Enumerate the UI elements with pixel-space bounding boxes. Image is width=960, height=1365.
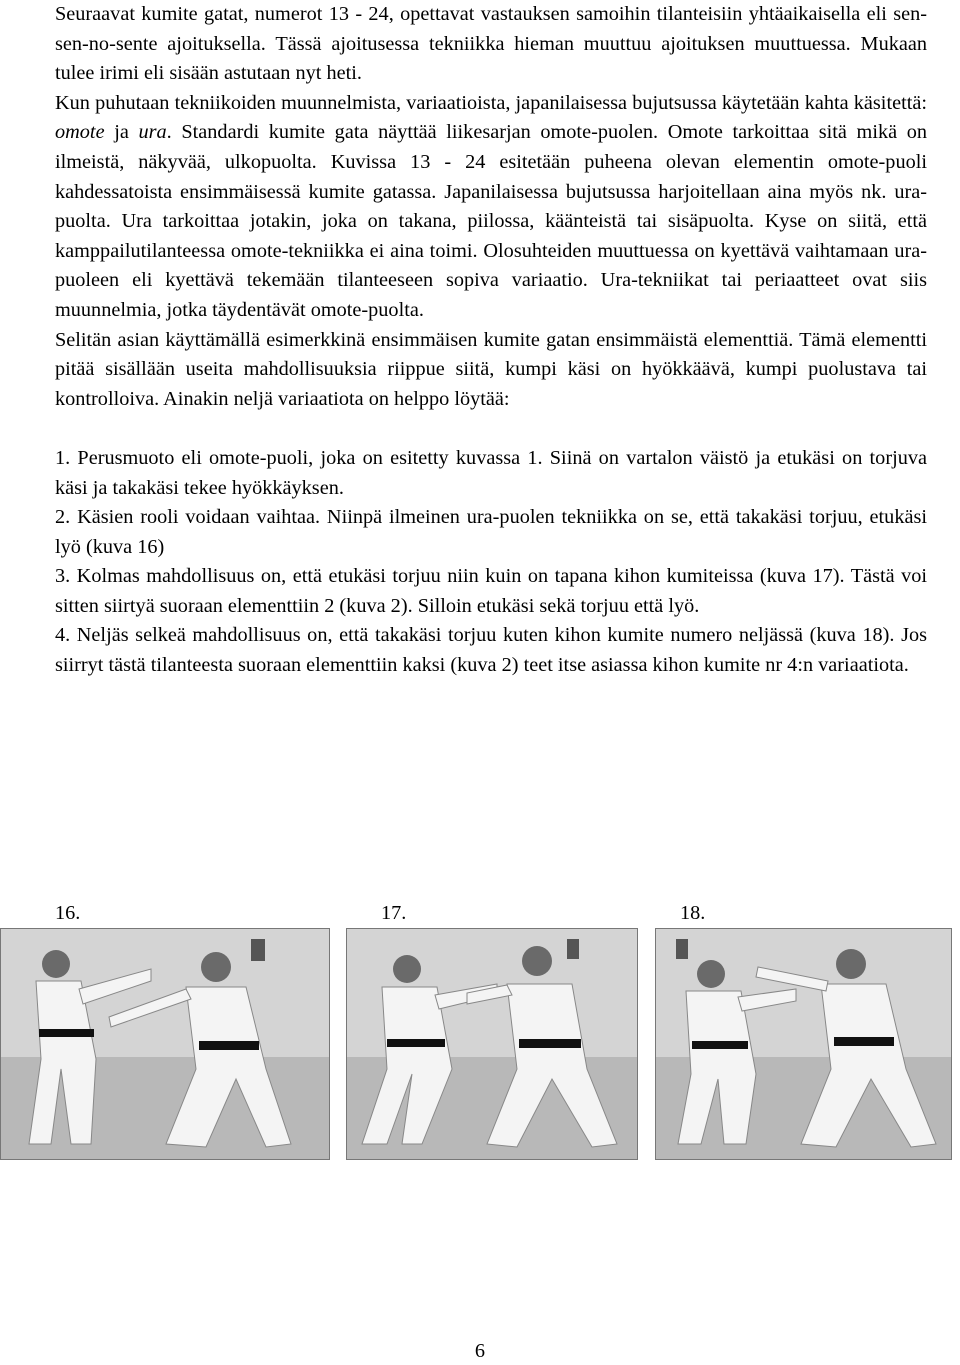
paragraph-intro: Seuraavat kumite gatat, numerot 13 - 24, opettavat vastauksen samoihin tilanteisiin yhtäaikaisella eli sen-sen-no-sente ajoituksella. Tässä ajoitusessa tekniikka hieman muuttuu ajoituksen muuttuessa. Mukaan tulee irimi eli sisään astutaan nyt heti. bbox=[55, 3, 927, 85]
caption-16: 16. bbox=[55, 902, 81, 924]
list-item: 3. Kolmas mahdollisuus on, että etukäsi torjuu niin kuin on tapana kihon kumiteissa (kuva 17). Tästä voi sitten siirtyä suoraan elementtiin 2 (kuva 2). Silloin etukäsi sekä torjuu että lyö. bbox=[55, 565, 927, 617]
karate-pair-illustration bbox=[347, 929, 638, 1160]
main-text bbox=[55, 0, 927, 681]
figure-photos bbox=[0, 928, 960, 1160]
text-fragment: . Standardi kumite gata näyttää liikesarjan omote-puolen. Omote tarkoittaa sitä mikä on ilmeistä, näkyvää, ulkopuolta. Kuvissa 13 - 24 esitetään puheena olevan elementin omote-puoli kahdessatoista ensimmäisessä kumite gatassa. Japanilaisessa bujutsussa harjoitellaan aina myös nk. ura-puolta. Ura tarkoittaa jotakin, joka on takana, piilossa, käänteistä tai sisäpuolta. Kyse on siitä, että kamppailutilanteessa omote-tekniikka ei aina toimi. Olosuhteiden muuttuessa on kyettävä vaihtamaan ura-puoleen eli kyettävä tekemään tilanteeseen sopiva variaatio. Ura-tekniikat tai periaatteet ovat siis muunnelmia, jotka täydentävät omote-puolta. bbox=[55, 121, 928, 321]
page-number: 6 bbox=[474, 1340, 486, 1362]
photo-17 bbox=[346, 928, 638, 1160]
list-item: 2. Käsien rooli voidaan vaihtaa. Niinpä ilmeinen ura-puolen tekniikka on se, että takakäsi torjuu, etukäsi lyö (kuva 16) bbox=[55, 506, 927, 558]
karate-pair-illustration bbox=[1, 929, 330, 1160]
list-item: 1. Perusmuoto eli omote-puoli, joka on esitetty kuvassa 1. Siinä on vartalon väistö ja etukäsi on torjuva käsi ja takakäsi tekee hyökkäyksen. bbox=[55, 446, 927, 499]
text-fragment: Kun puhutaan tekniikoiden muunnelmista, variaatioista, japanilaisessa bujutsussa käytetään kahta käsitettä: bbox=[55, 91, 927, 114]
photo-18 bbox=[655, 928, 952, 1160]
caption-17: 17. bbox=[381, 902, 407, 924]
text-fragment: ja bbox=[104, 121, 139, 144]
paragraph-example: Selitän asian käyttämällä esimerkkinä ensimmäisen kumite gatan ensimmäistä elementtiä. Tämä elementti pitää sisällään useita mahdollisuuksia riippue siitä, kumpi käsi on hyökkäävä, kumpi puolustava tai kontrolloiva. Ainakin neljä variaatiota on helppo löytää: bbox=[55, 328, 927, 410]
paragraph-omote-ura bbox=[55, 89, 927, 326]
spacer bbox=[55, 414, 927, 444]
term-ura: ura bbox=[138, 121, 167, 144]
caption-18: 18. bbox=[680, 902, 706, 924]
term-omote: omote bbox=[55, 121, 105, 144]
photo-16 bbox=[0, 928, 330, 1160]
list-item: 4. Neljäs selkeä mahdollisuus on, että takakäsi torjuu kuten kihon kumite numero neljässä (kuva 18). Jos siirryt tästä tilanteesta suoraan elementtiin kaksi (kuva 2) teet itse asiassa kihon kumite nr 4:n variaatiota. bbox=[55, 624, 927, 677]
karate-pair-illustration bbox=[656, 929, 952, 1160]
figure-captions bbox=[0, 898, 960, 928]
